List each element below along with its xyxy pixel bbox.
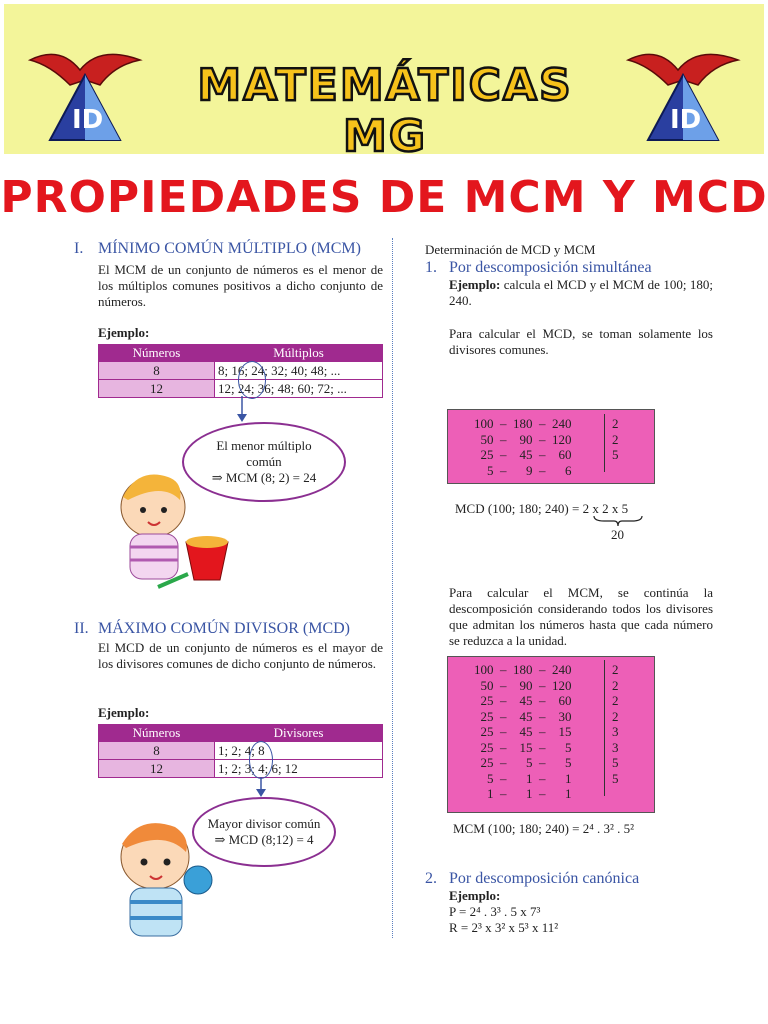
col-header: Números	[99, 345, 215, 362]
bubble-line: Mayor divisor común	[207, 816, 321, 831]
decomposition-row: 50 – 90 – 120	[474, 677, 572, 693]
method2-heading	[425, 870, 639, 888]
mcm-example-label: Ejemplo:	[98, 325, 150, 340]
decomposition-row: 25 – 45 – 30	[474, 708, 572, 724]
mcm-result: MCM (100; 180; 240) = 2⁴ . 3² . 5²	[453, 821, 635, 836]
section-heading-text: MÍNIMO COMÚN MÚLTIPLO (MCM)	[98, 240, 361, 257]
highlight-circle	[238, 361, 266, 399]
method2-example-label: Ejemplo:	[449, 888, 501, 903]
section-number: II.	[74, 620, 89, 637]
divisor: 5	[612, 755, 619, 770]
highlight-circle	[249, 741, 273, 779]
section-mcm-heading	[74, 240, 361, 258]
mcm-decomposition-box	[447, 656, 655, 813]
eagle-pyramid-logo-icon-right	[618, 40, 748, 150]
divisor: 2	[612, 708, 619, 724]
brand-title: MATEMÁTICAS MG	[197, 60, 573, 162]
decomposition-row: 100 – 180 – 240	[474, 662, 572, 677]
result-product: 2 x 2 x 5	[582, 501, 629, 516]
arrow-down-icon	[255, 777, 267, 797]
divisor: 5	[612, 770, 619, 786]
col-header: Divisores	[215, 725, 383, 742]
example-label: Ejemplo:	[449, 277, 501, 292]
col-header: Números	[99, 725, 215, 742]
divisor: 2	[612, 677, 619, 693]
brace-icon	[592, 514, 644, 528]
table-cell: 12	[99, 380, 215, 398]
column-divider	[392, 238, 393, 938]
table-cell: 1; 2; 4; 8	[215, 742, 383, 760]
table-cell: 1; 2; 3; 4; 6; 12	[215, 760, 383, 778]
bubble-line: común	[246, 454, 282, 469]
mcd-definition: El MCD de un conjunto de números es el mayor de los divisores comunes de dicho conjunto de números.	[98, 640, 383, 671]
table-cell: 12; 24; 36; 48; 60; 72; ...	[215, 380, 383, 398]
bubble-line: ⇒ MCM (8; 2) = 24	[211, 470, 317, 485]
page-title: PROPIEDADES DE MCM Y MCD	[0, 172, 768, 223]
mcd-table	[98, 724, 383, 778]
method1-example	[449, 277, 713, 309]
svg-text:ID: ID	[72, 105, 104, 135]
divisor: 2	[612, 431, 619, 447]
divisor: 5	[612, 447, 619, 462]
table-cell: 8	[99, 742, 215, 760]
mcm-definition: El MCM de un conjunto de números es el menor de los múltiplos comunes positivos a dicho conjunto de números.	[98, 262, 383, 309]
decomposition-row: 25 – 45 – 60	[474, 447, 572, 462]
divisor: 3	[612, 724, 619, 739]
method2-p: P = 2⁴ . 3³ . 5 x 7³	[449, 904, 541, 919]
method1-heading	[425, 259, 652, 277]
decomposition-row: 5 – 1 – 1	[474, 770, 572, 786]
method-title: Por descomposición simultánea	[449, 259, 652, 276]
decomposition-row: 1 – 1 – 1	[474, 786, 572, 801]
method-number: 1.	[425, 259, 437, 276]
eagle-pyramid-logo-icon	[20, 40, 150, 150]
col-header: Múltiplos	[215, 345, 383, 362]
method-title: Por descomposición canónica	[449, 870, 640, 887]
table-cell: 8; 16; 24; 32; 40; 48; ...	[215, 362, 383, 380]
decomposition-row: 5 – 9 – 6	[474, 462, 572, 478]
decomposition-row: 25 – 5 – 5	[474, 755, 572, 770]
decomposition-row: 25 – 45 – 15	[474, 724, 572, 739]
mcd-note: Para calcular el MCD, se toman solamente los divisores comunes.	[449, 326, 713, 357]
table-cell: 8	[99, 362, 215, 380]
baby-with-ball-icon	[100, 812, 220, 942]
bubble-line: ⇒ MCD (8;12) = 4	[214, 832, 314, 847]
divisor: 3	[612, 739, 619, 755]
mcd-example-label: Ejemplo:	[98, 705, 150, 720]
arrow-down-icon	[236, 396, 248, 422]
method2-r: R = 2³ x 3² x 5³ x 11²	[449, 920, 559, 935]
decomposition-row: 25 – 45 – 60	[474, 693, 572, 708]
example-text: calcula el MCD y el MCM de 100; 180; 240.	[449, 277, 713, 308]
section-number: I.	[74, 240, 84, 257]
mcm-note: Para calcular el MCM, se continúa la descomposición considerando todos los divisores que admitan los números hasta que cada número se reduzca a la unidad.	[449, 585, 713, 648]
section-mcd-heading	[74, 620, 350, 638]
divisor: 2	[612, 416, 619, 431]
mcd-result-value: 20	[611, 527, 624, 542]
baby-with-bucket-icon	[108, 462, 238, 602]
decomposition-row: 100 – 180 – 240	[474, 416, 572, 431]
decomposition-row: 50 – 90 – 120	[474, 431, 572, 447]
mcd-decomposition-box	[447, 409, 655, 484]
divisor-line	[604, 414, 605, 472]
divisor: 2	[612, 693, 619, 708]
divisor: 2	[612, 662, 619, 677]
methods-intro: Determinación de MCD y MCM	[425, 242, 596, 257]
divisor-line	[604, 660, 605, 796]
svg-text:ID: ID	[670, 105, 702, 135]
bubble-line: El menor múltiplo	[216, 438, 312, 453]
table-cell: 12	[99, 760, 215, 778]
section-heading-text: MÁXIMO COMÚN DIVISOR (MCD)	[98, 620, 351, 637]
result-prefix: MCD (100; 180; 240) =	[455, 501, 583, 516]
decomposition-row: 25 – 15 – 5	[474, 739, 572, 755]
method-number: 2.	[425, 870, 437, 887]
